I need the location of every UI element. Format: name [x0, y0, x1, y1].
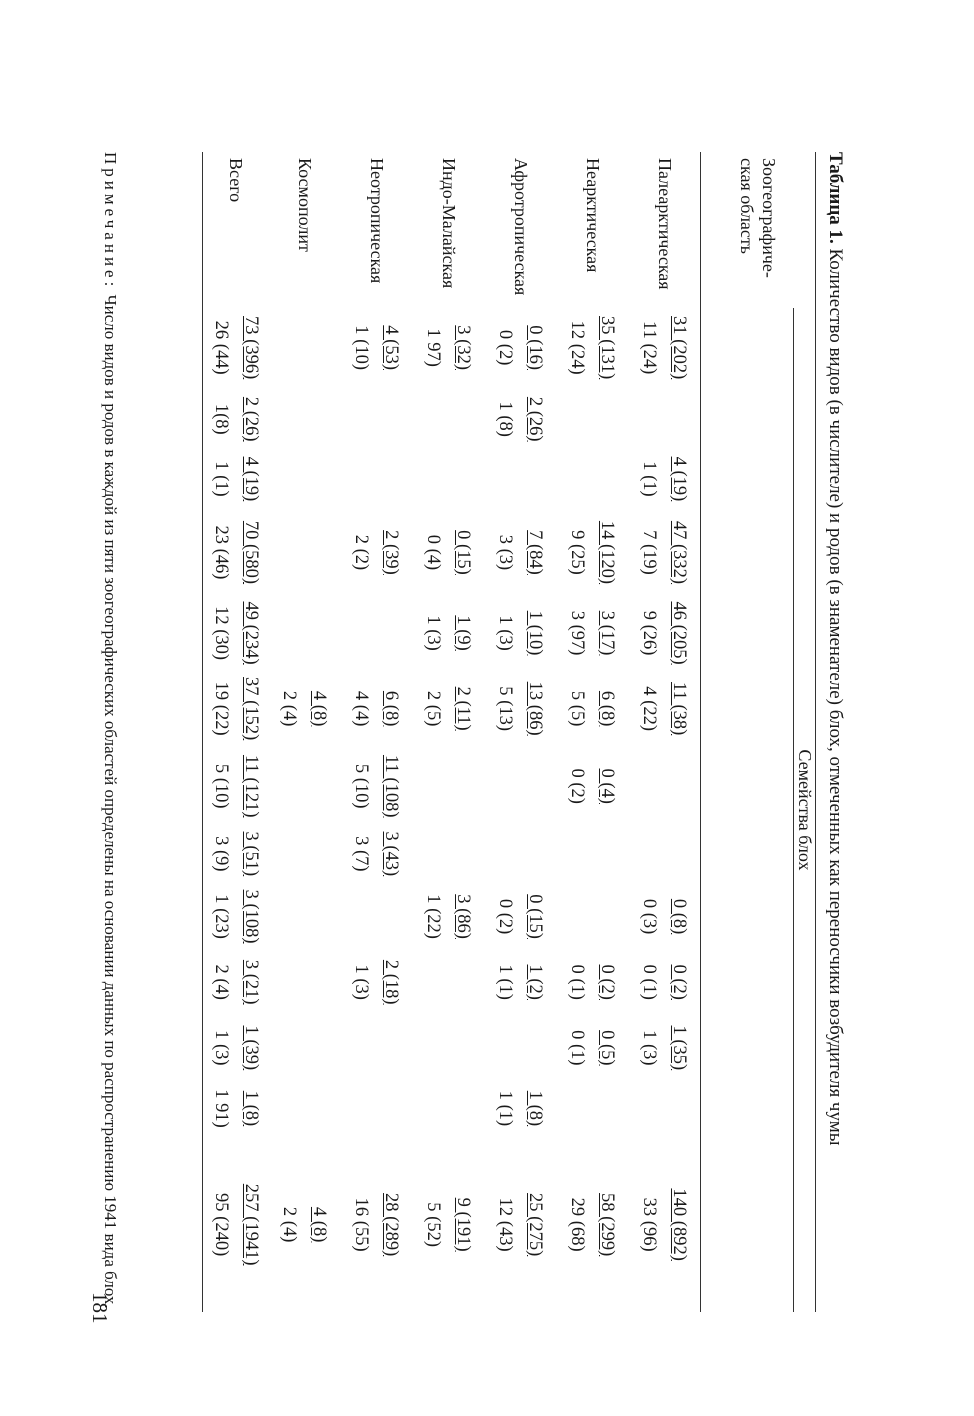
table-cell [629, 507, 701, 598]
table-row [203, 152, 269, 1312]
table-cell [269, 1080, 341, 1138]
cell-species: 28 (289) [381, 1193, 402, 1257]
cell-species: 3 (17) [597, 610, 618, 656]
cell-genera: 0 (2) [495, 898, 516, 935]
cell-species: 0 (16) [525, 325, 546, 370]
table-row [269, 152, 341, 1312]
cell-genera: 12 (30) [210, 606, 231, 661]
table-cell [485, 451, 557, 507]
cell-species: 0 (8) [669, 898, 690, 935]
table-cell [341, 387, 413, 451]
table-cell [485, 1016, 557, 1080]
cell-species: 0 (4) [597, 768, 618, 804]
cell-species: 31 (202) [669, 316, 690, 380]
cell-genera: 5 (13) [495, 686, 516, 731]
table-cell [629, 308, 701, 388]
table-cell [485, 668, 557, 750]
table-cell [341, 948, 413, 1016]
table-cell [629, 451, 701, 507]
cell-species: 4 (19) [669, 456, 690, 502]
table-cell [557, 1080, 629, 1138]
cell-species: 1 (9) [453, 615, 474, 651]
header-col-4 [701, 507, 794, 598]
table-cell [203, 1016, 269, 1080]
row-region: Палеарктическая [654, 158, 675, 290]
table-body [203, 152, 701, 1312]
cell-genera: 1 (22) [423, 894, 444, 939]
cell-genera: 2 (5) [423, 690, 444, 727]
table-cell [413, 1016, 485, 1080]
cell-genera: 1 (3) [210, 1030, 231, 1066]
row-region: Космополит [295, 158, 315, 252]
cell-species: 1 (2) [525, 964, 546, 1000]
cell-genera: 5 (10) [351, 763, 372, 809]
row-region: Индо-Малайская [439, 158, 459, 289]
table-cell [341, 507, 413, 598]
header-col-2 [701, 387, 794, 451]
cell-species: 13 (86) [525, 681, 546, 736]
cell-species: 2 (11) [453, 686, 474, 731]
cell-species: 4 (8) [309, 1206, 330, 1243]
row-region: Всего [226, 158, 247, 203]
table-cell [485, 598, 557, 668]
table-cell [203, 308, 269, 388]
table-cell [413, 451, 485, 507]
table-cell [269, 823, 341, 885]
cell-genera: 29 (68) [567, 1197, 588, 1252]
table-cell [557, 598, 629, 668]
cell-species: 58 (299) [597, 1193, 618, 1257]
table-cell [341, 1137, 413, 1312]
cell-species: 2 (18) [381, 959, 402, 1005]
table-row [413, 152, 485, 1312]
cell-species: 14 (120) [597, 520, 618, 585]
cell-genera: 5 (10) [210, 763, 231, 809]
cell-species: 1 (35) [669, 1025, 690, 1071]
cell-genera: 0 (2) [567, 768, 588, 804]
table-cell [341, 749, 413, 823]
table-cell [629, 948, 701, 1016]
table-cell [269, 885, 341, 949]
cell-species: 2 (39) [381, 530, 402, 575]
cell-species: 3 (51) [240, 831, 261, 877]
cell-species: 11 (38) [669, 682, 690, 736]
page-number: 181 [88, 1292, 112, 1324]
cell-species: 25 (275) [525, 1193, 546, 1257]
header-col-6 [701, 668, 794, 750]
cell-species: 3 (32) [453, 325, 474, 370]
table-cell [203, 749, 269, 823]
table-cell [413, 1137, 485, 1312]
cell-genera: 2 (4) [279, 1206, 300, 1243]
table-cell [203, 1137, 269, 1312]
table-cell [485, 749, 557, 823]
cell-genera: 1 (23) [210, 894, 231, 939]
table-cell [557, 823, 629, 885]
cell-genera: 1 (1) [210, 461, 231, 497]
table-cell [629, 668, 701, 750]
cell-genera: 0 (4) [423, 534, 444, 571]
cell-genera: 23 (46) [210, 525, 231, 580]
table-cell [557, 1137, 629, 1312]
table-title-label: Таблица 1. [825, 152, 846, 244]
table-row [557, 152, 629, 1312]
cell-genera: 2 (4) [210, 964, 231, 1000]
table-cell [629, 823, 701, 885]
table-cell [629, 387, 701, 451]
table-cell [341, 1080, 413, 1138]
cell-genera: 1 (3) [423, 615, 444, 651]
cell-genera: 0 (1) [567, 1030, 588, 1066]
cell-genera: 26 (44) [210, 320, 231, 375]
table-cell [413, 823, 485, 885]
cell-species: 37 (152) [240, 677, 261, 741]
header-col-7 [701, 749, 794, 823]
table-cell [203, 823, 269, 885]
cell-species: 70 (580) [240, 520, 261, 585]
table-cell [557, 948, 629, 1016]
header-col-total [701, 1137, 794, 1312]
table-cell [485, 507, 557, 598]
table-cell [413, 598, 485, 668]
cell-genera: 1 (3) [351, 964, 372, 1000]
cell-species: 7 (84) [525, 530, 546, 575]
cell-species: 3 (21) [240, 959, 261, 1005]
cell-species: 9 (191) [453, 1197, 474, 1252]
cell-species: 4 (8) [309, 690, 330, 727]
table-cell [485, 308, 557, 388]
table-cell [485, 1137, 557, 1312]
cell-genera: 0 (3) [639, 898, 660, 935]
cell-genera: 1 (1) [495, 964, 516, 1000]
table-cell [485, 1080, 557, 1138]
cell-genera: 1 (1) [639, 461, 660, 497]
table-cell [629, 1080, 701, 1138]
table-cell [629, 598, 701, 668]
cell-genera: 3 (97) [567, 610, 588, 656]
header-col-11 [701, 1016, 794, 1080]
header-row-columns [701, 152, 794, 1312]
cell-genera: 2 (4) [279, 690, 300, 727]
cell-species: 6 (8) [381, 690, 402, 727]
header-row-families [794, 152, 816, 1312]
table-cell [269, 749, 341, 823]
cell-genera: 3 (9) [210, 836, 231, 872]
note-text: Число видов и родов в каждой из пяти зоогеографических областей определены на основании данных по распространению 1941 вида блох. [101, 290, 120, 1309]
cell-species: 3 (86) [453, 894, 474, 939]
table-cell [413, 885, 485, 949]
table-cell [269, 598, 341, 668]
table-title [824, 152, 846, 1146]
table-cell [413, 308, 485, 388]
cell-genera: 3 (3) [495, 534, 516, 571]
cell-species: 6 (8) [597, 690, 618, 727]
cell-species: 4 (19) [240, 456, 261, 502]
table-cell [413, 387, 485, 451]
header-col-3 [701, 451, 794, 507]
cell-species: 0 (2) [669, 964, 690, 1000]
cell-genera: 1 (1) [495, 1090, 516, 1127]
table-cell [203, 668, 269, 750]
cell-genera: 11 (24) [639, 321, 660, 375]
table-cell [629, 749, 701, 823]
table-cell [341, 451, 413, 507]
note-label: Примечание: [101, 152, 120, 291]
table-cell [269, 668, 341, 750]
cell-species: 73 (396) [240, 316, 261, 380]
cell-species: 0 (5) [597, 1030, 618, 1066]
cell-genera: 4 (4) [351, 690, 372, 727]
table-cell [629, 885, 701, 949]
cell-genera: 1 (3) [639, 1030, 660, 1066]
table-cell [341, 668, 413, 750]
table-cell [203, 885, 269, 949]
table-cell [341, 1016, 413, 1080]
cell-species: 2 (26) [240, 396, 261, 442]
cell-genera: 5 (52) [423, 1202, 444, 1247]
table-cell [269, 507, 341, 598]
cell-species: 11 (121) [240, 754, 261, 818]
cell-species: 11 (108) [381, 754, 402, 818]
cell-genera: 0 (1) [639, 964, 660, 1000]
cell-species: 1 (8) [240, 1090, 261, 1127]
table-cell [557, 507, 629, 598]
header-families: Семейства блох [794, 308, 816, 1312]
cell-species: 1 (10) [525, 610, 546, 656]
table-cell [485, 387, 557, 451]
table-cell [629, 1016, 701, 1080]
table-cell [203, 451, 269, 507]
table-cell [557, 1016, 629, 1080]
table-note [100, 152, 120, 1309]
cell-genera: 1 97) [423, 328, 444, 367]
table-cell [203, 948, 269, 1016]
cell-genera: 4 (22) [639, 686, 660, 731]
flea-table [202, 152, 816, 1312]
table-cell [203, 1080, 269, 1138]
header-col-1 [701, 308, 794, 388]
cell-genera: 1 (8) [495, 401, 516, 437]
cell-species: 3 (43) [381, 831, 402, 877]
table-cell [413, 749, 485, 823]
table-cell [557, 451, 629, 507]
cell-species: 0 (15) [525, 894, 546, 939]
table-cell [269, 948, 341, 1016]
cell-genera: 33 (96) [639, 1197, 660, 1252]
cell-species: 4 (53) [381, 325, 402, 370]
table-cell [203, 507, 269, 598]
table-cell [269, 387, 341, 451]
header-col-12 [701, 1080, 794, 1138]
table-cell [203, 387, 269, 451]
table-cell [557, 668, 629, 750]
table-cell [485, 823, 557, 885]
cell-species: 49 (234) [240, 601, 261, 665]
cell-genera: 0 (2) [495, 329, 516, 366]
table-cell [629, 1137, 701, 1312]
table-cell [557, 308, 629, 388]
table-cell [203, 598, 269, 668]
cell-genera: 7 (19) [639, 530, 660, 575]
row-region: Неотропическая [367, 158, 387, 284]
table-cell [557, 749, 629, 823]
cell-genera: 0 (1) [567, 964, 588, 1000]
cell-genera: 9 (26) [639, 610, 660, 656]
cell-genera: 1(8) [210, 403, 231, 435]
table-cell [341, 885, 413, 949]
cell-genera: 9 (25) [567, 530, 588, 575]
header-zoo-region: Зоогеографиче-ская область [701, 152, 816, 308]
row-region: Афротропическая [511, 158, 531, 296]
row-region: Неарктическая [583, 158, 603, 273]
cell-species: 3 (108) [240, 889, 261, 944]
cell-genera: 1 (3) [495, 615, 516, 651]
cell-genera: 12 (43) [495, 1197, 516, 1252]
table-cell [269, 308, 341, 388]
table-cell [485, 885, 557, 949]
cell-genera: 95 (240) [210, 1193, 231, 1257]
cell-genera: 5 (5) [567, 690, 588, 727]
cell-genera: 19 (22) [210, 681, 231, 736]
cell-species: 46 (205) [669, 601, 690, 665]
cell-species: 0 (15) [453, 530, 474, 575]
cell-species: 140 (892) [669, 1188, 690, 1261]
cell-species: 1 (8) [525, 1090, 546, 1127]
cell-genera: 16 (55) [351, 1197, 372, 1252]
table-cell [341, 598, 413, 668]
header-col-9 [701, 885, 794, 949]
cell-genera: 1 (10) [351, 325, 372, 370]
table-cell [557, 885, 629, 949]
header-col-10 [701, 948, 794, 1016]
table-row [341, 152, 413, 1312]
cell-species: 0 (2) [597, 964, 618, 1000]
cell-species: 47 (332) [669, 520, 690, 585]
table-cell [557, 387, 629, 451]
cell-species: 2 (26) [525, 396, 546, 442]
table-cell [341, 823, 413, 885]
table-row [485, 152, 557, 1312]
cell-species: 35 (131) [597, 316, 618, 380]
cell-species: 257 (1941) [240, 1183, 261, 1266]
cell-genera: 12 (24) [567, 320, 588, 375]
table-cell [269, 451, 341, 507]
table-cell [269, 1016, 341, 1080]
table-row [629, 152, 701, 1312]
table-cell [269, 1137, 341, 1312]
header-col-5 [701, 598, 794, 668]
table-cell [413, 1080, 485, 1138]
cell-genera: 1 91) [210, 1089, 231, 1128]
cell-species: 1 (39) [240, 1025, 261, 1071]
table-cell [485, 948, 557, 1016]
table-cell [341, 308, 413, 388]
header-col-8 [701, 823, 794, 885]
table-cell [413, 507, 485, 598]
table-cell [413, 668, 485, 750]
cell-genera: 3 (7) [351, 836, 372, 872]
table-title-text: Количество видов (в числителе) и родов (в знаменателе) блох, отмеченных как переносчики возбудителя чумы [825, 248, 846, 1146]
table-cell [413, 948, 485, 1016]
cell-genera: 2 (2) [351, 534, 372, 571]
